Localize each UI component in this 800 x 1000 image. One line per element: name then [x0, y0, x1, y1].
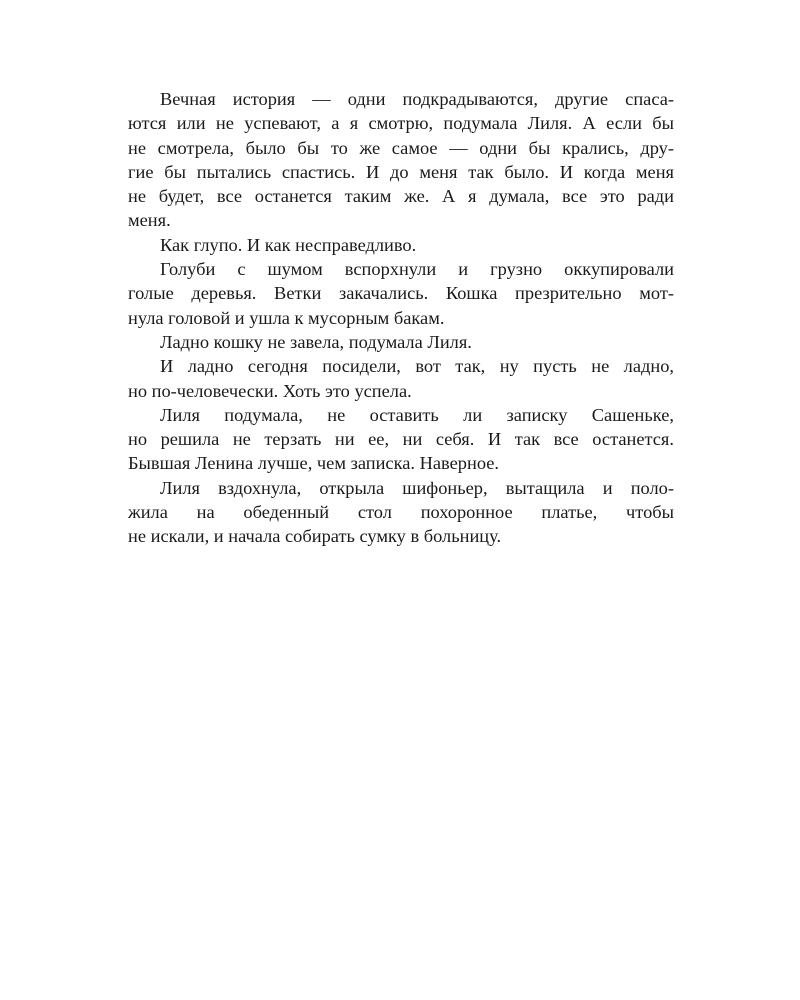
text-line: ются или не успевают, а я смотрю, подумала Лиля. А если бы [128, 113, 674, 134]
text-line: И ладно сегодня посидели, вот так, ну пусть не ладно, [160, 356, 674, 377]
text-line: гие бы пытались спастись. И до меня так было. И когда меня [128, 161, 674, 182]
text-line: голые деревья. Ветки закачались. Кошка презрительно мот- [128, 283, 674, 304]
text-line: нула головой и ушла к мусорным бакам. [128, 307, 445, 328]
text-line: Лиля подумала, не оставить ли записку Сашеньке, [160, 404, 674, 425]
text-line: Ладно кошку не завела, подумала Лиля. [160, 331, 472, 352]
text-line: Голуби с шумом вспорхнули и грузно оккупировали [160, 259, 674, 280]
text-line: жила на обеденный стол похоронное платье, чтобы [128, 502, 674, 523]
text-line: Как глупо. И как несправедливо. [160, 234, 417, 255]
paragraph-1 [128, 87, 674, 233]
paragraph-5 [128, 354, 674, 403]
body-text [128, 87, 674, 549]
text-line: меня. [128, 210, 171, 231]
text-line: Бывшая Ленина лучше, чем записка. Наверное. [128, 453, 500, 474]
text-line: не будет, все останется таким же. А я думала, все это ради [128, 186, 674, 207]
paragraph-4 [128, 330, 674, 354]
text-line: не искали, и начала собирать сумку в больницу. [128, 526, 502, 547]
text-line: Лиля вздохнула, открыла шифоньер, вытащила и поло- [160, 477, 674, 498]
text-line: Вечная история — одни подкрадываются, другие спаса- [160, 89, 674, 109]
text-line: но по-человечески. Хоть это успела. [128, 380, 412, 401]
paragraph-6 [128, 403, 674, 476]
text-line: но решила не терзать ни ее, ни себя. И так все останется. [128, 429, 674, 450]
paragraph-3 [128, 257, 674, 330]
paragraph-7 [128, 476, 674, 549]
text-line: не смотрела, было бы то же самое — одни бы крались, дру- [128, 137, 674, 158]
paragraph-2 [128, 233, 674, 257]
